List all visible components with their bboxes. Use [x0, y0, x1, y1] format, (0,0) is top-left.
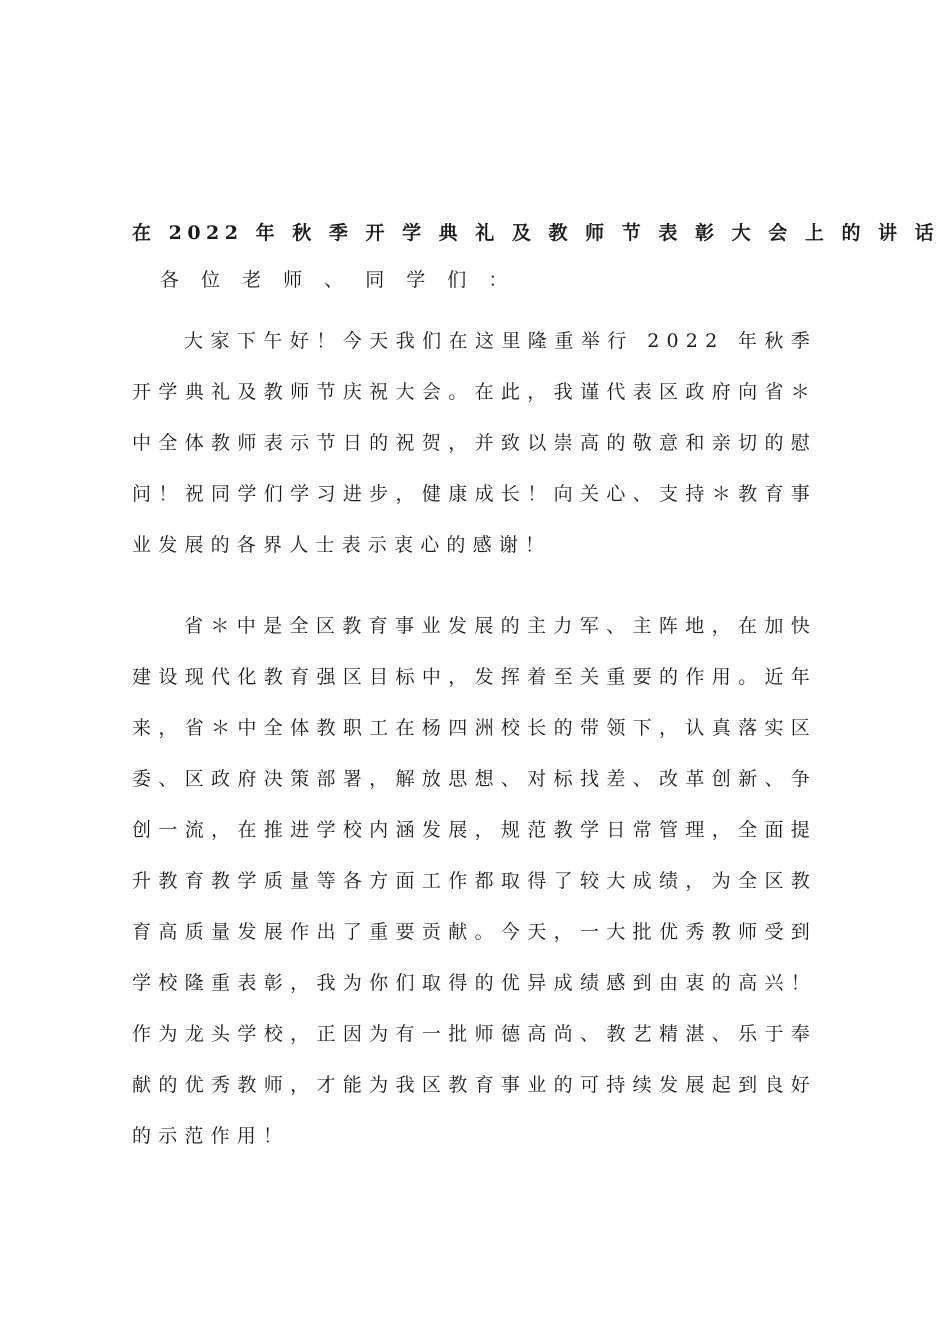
paragraph-greeting: 大家下午好！今天我们在这里隆重举行 2022 年秋季开学典礼及教师节庆祝大会。在此，我谨代表区政府向省＊中全体教师表示节日的祝贺，并致以崇高的敬意和亲切的慰问！祝同学们学习进步，健康成长！向关心、支持＊教育事业发展的各界人士表示衷心的感谢！: [132, 330, 817, 556]
paragraph-school-achievements: 省＊中是全区教育事业发展的主力军、主阵地，在加快建设现代化教育强区目标中，发挥着至关重要的作用。近年来，省＊中全体教职工在杨四洲校长的带领下，认真落实区委、区政府决策部署，解放思想、对标找差、改革创新、争创一流，在推进学校内涵发展，规范教学日常管理，全面提升教育教学质量等各方面工作都取得了较大成绩，为全区教育高质量发展作出了重要贡献。今天，一大批优秀教师受到学校隆重表彰，我为你们取得的优异成绩感到由衷的高兴！作为龙头学校，正因为有一批师德高尚、教艺精湛、乐于奉献的优秀教师，才能为我区教育事业的可持续发展起到良好的示范作用！: [132, 615, 817, 1147]
salutation: 各 位 老 师 、 同 学 们 ：: [160, 269, 516, 291]
document-body: [132, 219, 940, 1162]
document-title: 在 2022 年 秋 季 开 学 典 礼 及 教 师 节 表 彰 大 会 上 的 讲 话: [132, 222, 940, 244]
